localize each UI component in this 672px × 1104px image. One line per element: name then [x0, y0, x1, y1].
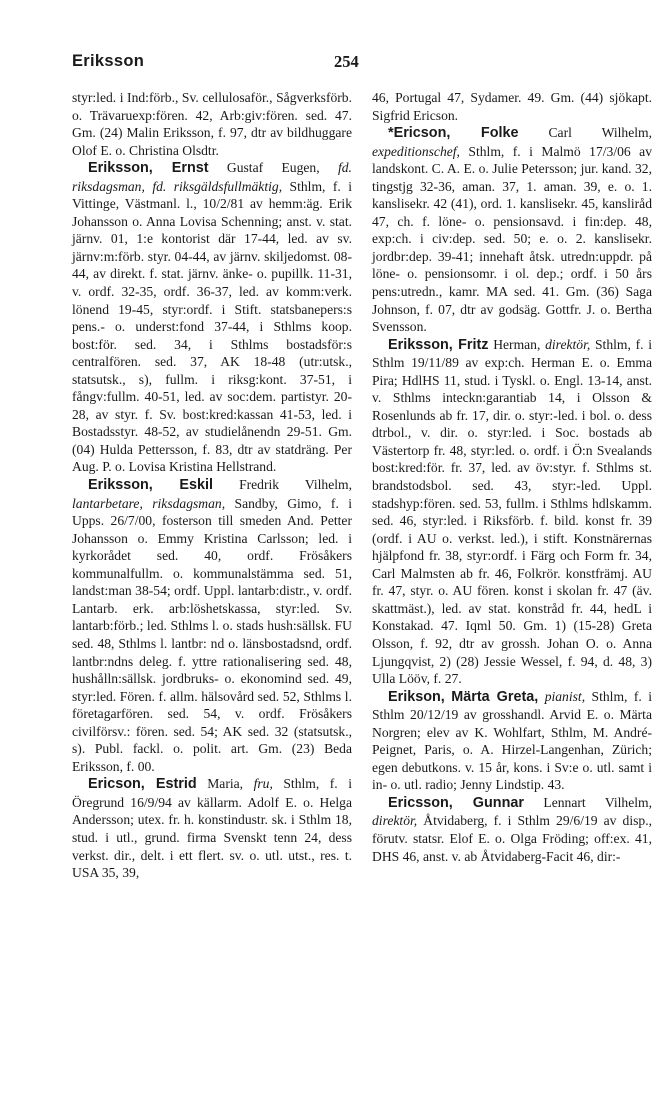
entry-name: *Ericson, Folke: [388, 125, 519, 142]
entry-text: Sandby, Gimo, f. i Upps. 26/7/00, fosterson till smeden And. Petter Johansson o. Emmy Kristina Carlsson; led. i kyrkorådet sed. 40, ordf. Frösåkers kommunalfullm. o. kommunalstämma sed. 51, landst:man 38-54; ordf. Uppl. lantarb:distr., v. ordf. Lantarb. erk. arb:löshetskassa, styr:led. Sv. lantarb:förb.; led. Sthlms l. o. stads hush:sällsk. FU sed. 48, Sthlms l. lantbr: nd o. länsbostadsnd, ordf. lantbr:ndns deleg. f. yttre rationalisering sed. 48, hushålln:sällsk. jordbruks- o. ekonomind sed. 49, styr:led. Fören. f. allm. hälsovård sed. 52, Sthlms l. företagarfören. sed. 54, v. ordf. Frösåkers civilförsv.: fören. sed. 54; AK sed. 32 (statsutsk., s). Publ. fackl. o. polit. art. Gm. (23) Beda Eriksson, f. 00.: [72, 495, 353, 774]
entry-text: Sthlm, f. i Öregrund 16/9/94 av källarm. Adolf E. o. Helga Andersson; utex. fr. h. konstindustr. sk. i Sthlm 18, stud. i utl., grund. firma Svenskt tenn 24, dess verkst. dir., delt. i ett flert. sv. o. utl. utst., res. t. USA 35, 39,: [72, 776, 352, 881]
entry-text: Sthlm, f. i Sthlm 20/12/19 av grosshandl. Arvid E. o. Märta Norgren; elev av K. Wohlfart, Sthlm, M. André-Peignet, Paris, o. A. Hirzel-Langenhan, Zürich; egen debutkons. v. 15 år, kons. i Sv:e o. utl. samt i in- o. utl. radio; Jenny Lindstip. 43.: [372, 688, 652, 793]
entry-title: lantarbetare, riksdagsman,: [72, 495, 226, 511]
entry-title: expeditionschef,: [372, 143, 460, 159]
entry: [372, 688, 652, 794]
entry-given-names: Maria,: [207, 776, 244, 792]
entry-text: Sthlm, f. i Malmö 17/3/06 av landskont. C. A. E. o. Julie Petersson; jur. kand. 32, tingstjg 32-36, aman. 37, 1. aman. 39, e. o. 1. kanslisekr. 42 (41), ord. 1. kanslisekr. 45, kansliråd 47, ch. f. löne- o. pensionsavd. i fin:dep. 48, exp:ch. i civ:dep. sed. 50; e. o. 2. kanslisekr. jordbr:dep. 39-41; innehaft åtsk. utredn:uppdr. på löne- o. pensionsomr. i ol. dep.; ordf. i 50 års pens:utredn., kamr. MA sed. 41. Gm. (36) Saga Johnson, f. 07, dtr av godsäg. Gottfr. J. o. Bertha Svensson.: [372, 143, 652, 335]
entry-name: Erikson,: [388, 688, 445, 705]
entry-name: Ericsson, Gunnar: [388, 794, 524, 811]
entry-text: styr:led. i Ind:förb., Sv. cellulosaför., Sågverksförb. o. Trävaruexp:fören. 42, Arb:giv:fören. sed. 47. Gm. (24) Malin Eriksson, f. 97, dtr av bildhuggare Olof E. o. Christina Olsdtr.: [72, 90, 352, 158]
entry-name: Eriksson, Ernst: [88, 160, 209, 177]
page-header: [72, 52, 644, 76]
entry-title: fru,: [253, 776, 273, 792]
page-number: 254: [334, 52, 359, 71]
entry-title: direktör,: [545, 336, 591, 352]
entry: [72, 775, 352, 881]
running-head: Eriksson: [72, 52, 145, 70]
entry-given-names: Carl Wilhelm,: [548, 125, 652, 141]
entry-given-names: Fredrik Vilhelm,: [239, 477, 352, 493]
right-column: [372, 89, 652, 865]
entry-given-names: Märta Greta,: [451, 688, 539, 705]
entry-title: direktör,: [372, 813, 418, 829]
entry: [372, 794, 652, 865]
entry: [372, 336, 652, 688]
entry-continuation: [72, 89, 352, 159]
entry-text: 46, Portugal 47, Sydamer. 49. Gm. (44) sjökapt. Sigfrid Ericson.: [372, 90, 652, 123]
left-column: [72, 89, 352, 882]
entry-continuation: [372, 89, 652, 124]
entry-text: Sthlm, f. i Vittinge, Västmanl. l., 10/2/81 av hemm:äg. Erik Johansson o. Anna Lovisa Schenning; anst. v. stat. järnv. 01, 1:e kontorist där 17-44, led. av sv. järnv:m:förb. styr. 04-44, av järnv. skiljedomst. 08-44, av direkt. f. stat. järnv. änke- o. pupillk. 11-31, v. ordf. 32-35, ordf. 36-37, led. av komm:verk. lönend 19-45, styr:ordf. i Stift. statsbanepers:s pens.- o. underst:fond 37-44, i Sthlms koop. bost:för. sed. 34, i Sthlms bostadsför:s centralfören. sed. 37, AK 18-48 (utr:utsk., statsutsk., s), fullm. i riksg:kont. 37-51, i fångv:fullm. 40-51, led. av soc:dem. partistyr. 20-28, av styr. f. Sv. bost:kred:kassan 41-53, led. i Bostadsstyr. 48-52, av studielånendn 29-51. Gm. (04) Hulda Pettersson, f. 83, dtr av statdräng. Per Aug. P. o. Lovisa Kristina Hellstrand.: [72, 178, 352, 475]
entry-name: Eriksson, Eskil: [88, 477, 214, 494]
entry-name: Eriksson, Fritz: [388, 336, 489, 353]
entry-title: fd. riksdagsman, fd. riksgäldsfullmäktig,: [72, 160, 352, 194]
entry-given-names: Lennart Vilhelm,: [543, 794, 653, 810]
entry-title: pianist,: [544, 688, 586, 704]
entry: [372, 124, 652, 336]
entry: [72, 159, 352, 476]
entry-name: Ericson, Estrid: [88, 776, 197, 793]
entry-text: Åtvidaberg, f. i Sthlm 29/6/19 av disp., förutv. statsr. Elof E. o. Olga Fröding; off:ex. 41, DHS 46, anst. v. ab Åtvidaberg-Facit 46, dir:-: [372, 813, 652, 864]
entry-text: Sthlm, f. i Sthlm 19/11/89 av exp:ch. Herman E. o. Emma Pira; HdlHS 11, stud. i Tyskl. o. Engl. 13-14, anst. v. Sthlms inteckn:garantiab 14, i Olsson & Rosenlunds ab fr. 17, dir. o. styr:-led. i bol. o. dess dtrbol., v. dir. o. styr:led. i Soc. bostads ab Västertorp fr. 48, styr:led. o. ordf. i Ö:n Svealands bost:kred:för. fr. 37, led. av öv:styr. f. Sthlms st. brandstodsbol. sed. 43, styr:-led. Uppl. stadshyp:fören. sed. 53, fullm. i Sthlms hdlskamm. sed. 46, styr:led. i Riksförb. f. bild. konst fr. 39 (ordf. i AU o. verkst. led.), i stift. Konstnärernas hjälpfond fr. 38, styr:ordf. i Färg och Form fr. 34, Carl Malmsten ab fr. 46, Folkrör. konstfrämj. AU fr. 47, styr. o. AU fören. konst i skolan fr. 47 (äv. skattmäst.), led. av stat. konstråd fr. 44, hedL i Konstakad. 47. Iqml 50. Gm. 1) (15-28) Greta Olsson, f. 92, dtr av grossh. Johan O. o. Anna Ljungqvist, 2) (28) Jessie Wessel, f. 94, d. 48, 3) Ulla Lööv, f. 27.: [372, 336, 652, 687]
entry: [72, 476, 352, 775]
entry-given-names: Herman,: [493, 336, 541, 352]
entry-given-names: Gustaf Eugen,: [226, 160, 320, 176]
